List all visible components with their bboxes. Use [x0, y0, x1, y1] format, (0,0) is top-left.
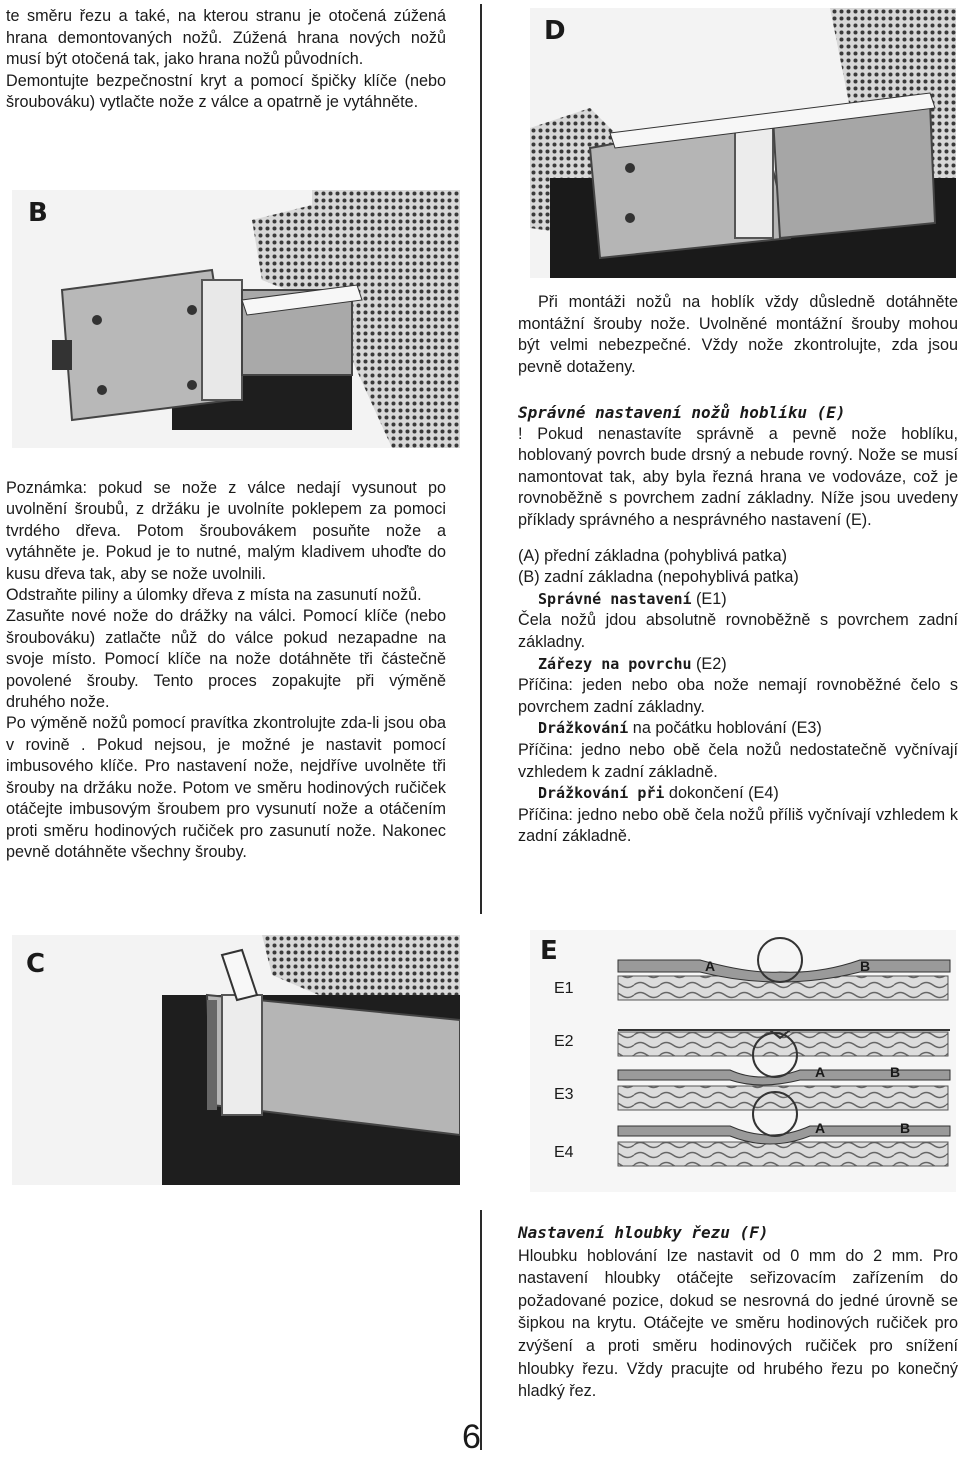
e1-text: Čela nožů jdou absolutně rovnoběžně s povrchem zadní základny.: [518, 611, 958, 651]
row-label-e2: E2: [554, 1033, 574, 1050]
section-e-title: Správné nastavení nožů hoblíku (E): [518, 403, 846, 422]
warning-paragraph: Při montáži nožů na hoblík vždy důsledně dotáhněte montážní šrouby nože. Uvolněné montážní šrouby mohou být velmi nebezpečné. Vždy nože zkontrolujte, zda jsou pevně dotaženy.: [518, 293, 958, 376]
column-divider-bottom: [480, 1210, 482, 1450]
e3-rest: na počátku hoblování (E3): [628, 719, 822, 738]
e2-bold: Zářezy na povrchu: [538, 654, 692, 673]
e1-rest: (E1): [691, 589, 727, 608]
item-a-front-base: (A) přední základna (pohyblivá patka): [518, 546, 788, 565]
e3-heading: [518, 718, 958, 740]
e4-heading: [518, 783, 958, 805]
check-alignment-paragraph: Po výměně nožů pomocí pravítka zkontrolujte zda-li jsou oba v rovině . Pokud nejsou, je možné je nastavit pomocí imbusového klíče. Pro nastavení nože, nejdříve uvolněte tři šrouby na držáku nože. Potom ve směru hodinových ručiček otáčejte imbusovým šroubem pro vysunutí nože a otáčením proti směru hodinových ručiček pro zasunutí nože. Nakonec pevně dotáhněte všechny šrouby.: [6, 714, 446, 861]
figure-b-photo: [12, 190, 460, 448]
intro-text: [6, 6, 446, 114]
figure-e-label: E: [540, 936, 558, 966]
page-number: 6: [462, 1418, 481, 1456]
base-label-b-e4: B: [900, 1120, 911, 1136]
base-label-a-e4: A: [815, 1120, 826, 1136]
section-f-paragraph: Hloubku hoblování lze nastavit od 0 mm do 2 mm. Pro nastavení hloubky otáčejte seřizovacím zařízením do požadované pozice, dokud se nesrovná do jedné úrovně se šipkou na krytu. Otáčejte ve směru hodinových ručiček pro zvýšení a proti směru hodinových ručiček pro snížení hloubky řezu. Vždy pracujte od hrubého řezu po konečný hladký řez.: [518, 1246, 958, 1401]
e4-text: Příčina: jedno nebo obě čela nožů příliš vyčnívají vzhledem k zadní základně.: [518, 805, 958, 846]
figure-c-photo: [12, 935, 460, 1185]
row-label-e4: E4: [554, 1144, 574, 1161]
row-e1: [618, 938, 950, 1000]
figure-d-photo: [530, 8, 956, 278]
figure-d-label: D: [544, 16, 566, 46]
base-label-b-e1: B: [860, 958, 871, 974]
column-divider-top: [480, 4, 482, 914]
e1-bold: Správné nastavení: [538, 589, 692, 608]
item-b-rear-base: (B) zadní základna (nepohyblivá patka): [518, 568, 799, 587]
section-f-title: Nastavení hloubky řezu (F): [518, 1223, 769, 1242]
base-label-b-e3: B: [890, 1064, 901, 1080]
figure-e-diagram: [530, 930, 956, 1192]
section-e: [518, 402, 958, 848]
base-label-a-e1: A: [705, 958, 716, 974]
base-label-a-e3: A: [815, 1064, 826, 1080]
debris-paragraph: Odstraňte piliny a úlomky dřeva z místa na zasunutí nožů.: [6, 586, 422, 605]
e3-bold: Drážkování: [538, 719, 629, 738]
e2-text: Příčina: jeden nebo oba nože nemají rovnoběžné čelo s povrchem zadní základny.: [518, 676, 958, 716]
insert-blades-paragraph: Zasuňte nové nože do drážky na válci. Pomocí klíče (nebo šroubováku) zatlačte nůž do válce pokud nezapadne na svoje místo. Pomocí klíče na nože dotáhněte tři částečně povolené šrouby. Tento proces zopakujte při výměně druhého nože.: [6, 607, 446, 712]
e1-heading: [518, 589, 958, 611]
body-text: [6, 478, 446, 863]
e3-text: Příčina: jedno nebo obě čela nožů nedostatečně vyčnívají vzhledem k zadní základně.: [518, 740, 958, 781]
section-e-paragraph: ! Pokud nenastavíte správně a pevně nože hoblíku, hoblovaný povrch bude drsný a nebude rovný. Nože se musí namontovat tak, aby byla řezná hrana ve vodováze, což je rovnoběžně s povrchem zadní základny. Níže jsou uvedeny příklady správného a nesprávného nastavení (E).: [518, 424, 958, 529]
row-label-e3: E3: [554, 1086, 574, 1103]
row-label-e1: E1: [554, 980, 574, 997]
intro-paragraph-1: te směru řezu a také, na kterou stranu je otočená zúžená hrana demontovaných nožů. Zúžená hrana nových nožů musí být otočená tak, jako hrana nožů původních.: [6, 7, 446, 68]
intro-paragraph-2: Demontujte bezpečnostní kryt a pomocí špičky klíče (nebo šroubováku) vytlačte nože z válce a opatrně je vytáhněte.: [6, 71, 446, 111]
e2-heading: [518, 654, 958, 676]
note-paragraph: Poznámka: pokud se nože z válce nedají vysunout po uvolnění šroubů, z držáku je uvolníte poklepem za pomoci tvrdého dřeva. Potom šroubovákem posuňte nože a vytáhněte je. Pokud je to nutné, malým kladivem uhoďte do kusu dřeva tak, aby se nože uvolnili.: [6, 479, 446, 583]
e4-bold: Drážkování při: [538, 784, 665, 803]
figure-c-label: C: [26, 949, 46, 979]
figure-b-label: B: [28, 198, 48, 228]
warning-text: [518, 292, 958, 378]
e2-rest: (E2): [691, 654, 727, 673]
e4-rest: dokončení (E4): [664, 784, 779, 803]
section-f: [518, 1222, 958, 1403]
